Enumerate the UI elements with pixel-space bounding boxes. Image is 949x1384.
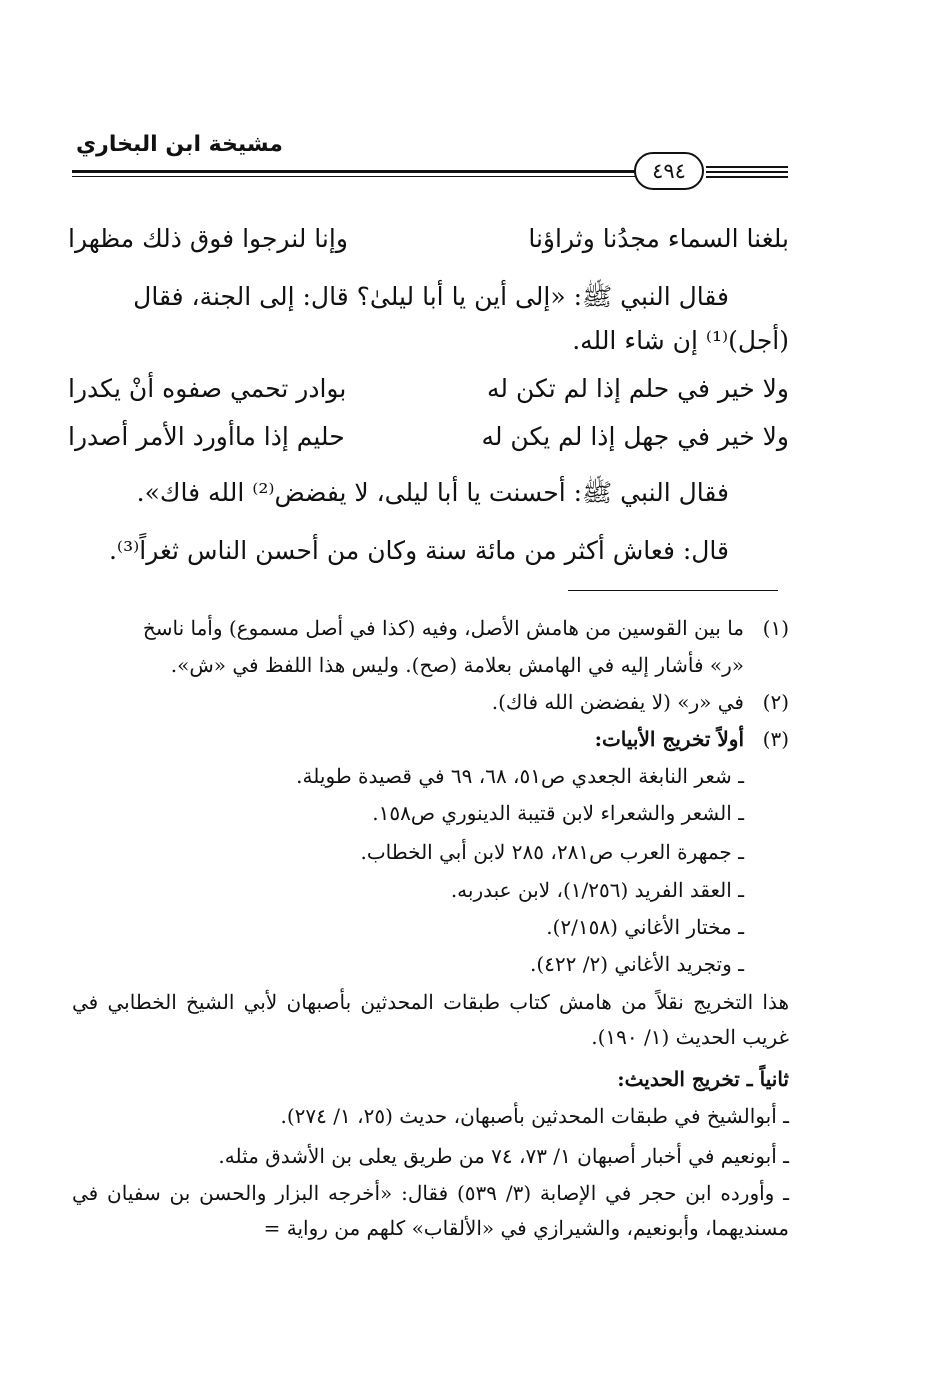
prose1-line2: (أجل)⁽¹⁾ إن شاء الله. (572, 326, 789, 355)
footnote1-line2: «ر» فأشار إليه في الهامش بعلامة (صح). وليس هذا اللفظ في «ش». (170, 653, 744, 677)
footnote-separator (568, 590, 778, 591)
footnote2-text: في «ر» (لا يفضضن الله فاك). (491, 690, 744, 714)
prose1-line1: فقال النبي ﷺ: «إلى أين يا أبا ليلىٰ؟ قال: إلى الجنة، فقال (133, 282, 729, 311)
verse-source-item: ـ شعر النابغة الجعدي ص٥١، ٦٨، ٦٩ في قصيدة طويلة. (296, 764, 744, 788)
footnote3-heading-verses: أولاً تخريج الأبيات: (594, 727, 744, 751)
verse-source-item: ـ جمهرة العرب ص٢٨١، ٢٨٥ لابن أبي الخطاب. (360, 840, 744, 864)
verse1-right-hemistich: بلغنا السماء مجدُنا وثراؤنا (528, 224, 789, 253)
prose2: فقال النبي ﷺ: أحسنت يا أبا ليلى، لا يفضض⁽²⁾ الله فاك». (136, 478, 729, 507)
footnote1-line1: ما بين القوسين من هامش الأصل، وفيه (كذا في أصل مسموع) وأما ناسخ (142, 616, 744, 640)
verse2-right-hemistich: ولا خير في حلم إذا لم تكن له (486, 374, 789, 403)
header-rule-right-top (706, 166, 788, 168)
header-rule-thin (72, 176, 640, 177)
footnote3-last-paragraph: ـ وأورده ابن حجر في الإصابة (٣/ ٥٣٩) فقال: «أخرجه البزار والحسن بن سفيان في مسنديهما، وأبونعيم، والشيرازي في «الألقاب» كلهم من رواية = (72, 1181, 789, 1240)
verse3-right-hemistich: ولا خير في جهل إذا لم يكن له (481, 422, 789, 451)
verse-source-item: ـ مختار الأغاني (٢/١٥٨). (546, 915, 744, 939)
verse2-left-hemistich: بوادر تحمي صفوه أنْ يكدرا (68, 374, 347, 403)
verse-source-item: ـ العقد الفريد (١/٢٥٦)، لابن عبدربه. (450, 878, 744, 902)
hadith-source-item: ـ أبوالشيخ في طبقات المحدثين بأصبهان، حديث (٢٥، ١/ ٢٧٤). (280, 1104, 789, 1128)
footnote3-heading-hadith: ثانياً ـ تخريج الحديث: (617, 1067, 789, 1091)
header-rule-thick (72, 170, 640, 173)
header-rule-right-mid (706, 171, 788, 173)
header-rule-right-bottom (706, 176, 788, 178)
footnote2-number: (٢) (762, 690, 789, 714)
prose3: قال: فعاش أكثر من مائة سنة وكان من أحسن الناس ثغراً⁽³⁾. (108, 536, 729, 565)
verse-source-item: ـ وتجريد الأغاني (٢/ ٤٢٢). (530, 952, 744, 976)
verse3-left-hemistich: حليم إذا ماأورد الأمر أصدرا (68, 422, 345, 451)
footnote3-note: هذا التخريج نقلاً من هامش كتاب طبقات المحدثين بأصبهان لأبي الشيخ الخطابي في غريب الحديث (١/ ١٩٠). (72, 990, 789, 1049)
verse-source-item: ـ الشعر والشعراء لابن قتيبة الدينوري ص١٥٨. (372, 801, 744, 825)
footnote3-number: (٣) (762, 727, 789, 751)
page-number: ٤٩٤ (634, 152, 704, 190)
verse1-left-hemistich: وإنا لنرجوا فوق ذلك مظهرا (68, 224, 348, 253)
book-title: مشيخة ابن البخاري (76, 132, 283, 157)
hadith-source-item: ـ أبونعيم في أخبار أصبهان ١/ ٧٣، ٧٤ من طريق يعلى بن الأشدق مثله. (218, 1144, 789, 1168)
footnote1-number: (١) (762, 616, 789, 640)
